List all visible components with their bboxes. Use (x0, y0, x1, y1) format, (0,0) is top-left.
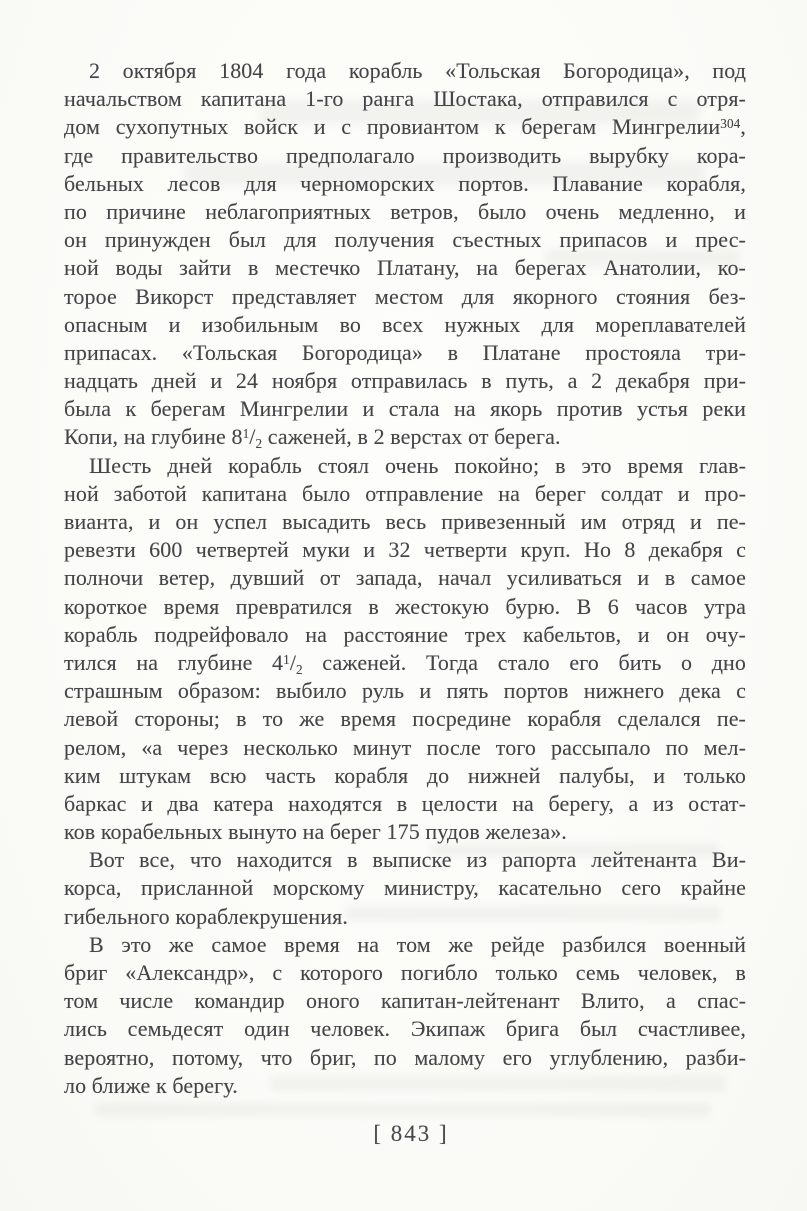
text-line: страшным образом: выбило руль и пять портов нижнего дека с (64, 678, 746, 704)
text-line: полночи ветер, дувший от запада, начал усиливаться и в самое (64, 565, 746, 591)
text-line: баркас и два катера находятся в целости на берегу, а из остат- (64, 790, 746, 816)
text-line: бриг «Александр», с которого погибло только семь человек, в (64, 960, 746, 985)
text-line: релом, «а через несколько минут после того рассыпало по мел- (64, 734, 746, 760)
text-line: припасах. «Тольская Богородица» в Платане простояла три- (64, 339, 746, 365)
text-line: была к берегам Мингрелии и стала на якорь против устья реки (64, 396, 746, 422)
text-line: дом сухопутных войск и с провиантом к берегам Мингрелии$^{304}$, (64, 114, 746, 140)
text-line: короткое время превратился в жестокую бурю. В 6 часов утра (64, 593, 746, 619)
text-line: Вот все, что находится в выписке из рапорта лейтенанта Ви- (89, 847, 746, 873)
text-line: корабль подрейфовало на расстояние трех кабельтов, и он очу- (64, 621, 746, 647)
text-line: ной воды зайти в местечко Платану, на берегах Анатолии, ко- (64, 255, 746, 281)
text-line: где правительство предполагало производить вырубку кора- (64, 142, 746, 168)
text-line: корса, присланной морскому министру, касательно сего крайне (64, 875, 746, 901)
text-line: начальством капитана 1-го ранга Шостака, отправился с отря- (64, 86, 746, 112)
text-line: ной заботой капитана было отправление на берег солдат и про- (64, 480, 746, 506)
paragraph-2 (64, 452, 746, 847)
text-line: В это же самое время на том же рейде разбился военный (89, 931, 746, 957)
text-line: торое Викорст представляет местом для якорного стояния без- (64, 283, 746, 309)
text-line: лись семьдесят один человек. Экипаж брига был счастливее, (64, 1016, 746, 1042)
text-line: вианта, и он успел высадить весь привезенный им отряд и пе- (64, 509, 746, 534)
text-line: тился на глубине $4^1/_2$ саженей. Тогда стало его бить о дно (64, 649, 746, 677)
text-line: надцать дней и 24 ноября отправилась в путь, а 2 декабря при- (64, 368, 746, 394)
text-line: 2 октября 1804 года корабль «Тольская Богородица», под (89, 58, 746, 83)
text-line: он принужден был для получения съестных припасов и прес- (64, 227, 746, 253)
text-line: Шесть дней корабль стоял очень покойно; в это время глав- (89, 452, 746, 478)
text-line: бельных лесов для черноморских портов. Плавание корабля, (64, 170, 746, 196)
text-line: ревезти 600 четвертей муки и 32 четверти круп. Но 8 декабря с (64, 537, 746, 563)
text-line: гибельного кораблекрушения. (64, 903, 348, 929)
bleed-smudge (95, 1103, 710, 1116)
paragraph-3 (64, 846, 746, 931)
text-line: опасным и изобильным во всех нужных для мореплавателей (64, 311, 746, 337)
text-line: ков корабельных вынуто на берег 175 пудов железа». (64, 819, 567, 845)
page-number (64, 1121, 758, 1147)
page-number-text: [ 843 ] (373, 1121, 449, 1146)
text-line: вероятно, потому, что бриг, по малому его углублению, разби- (64, 1044, 746, 1070)
paragraph-4 (64, 931, 746, 1100)
text-line: Копи, на глубине $8^1/_2$ саженей, в 2 верстах от берега. (64, 424, 561, 452)
paragraph-1 (64, 57, 746, 452)
text-line: левой стороны; в то же время посредине корабля сделался пе- (64, 706, 746, 732)
text-line: ким штукам всю часть корабля до нижней палубы, и только (64, 762, 746, 788)
text-block (64, 57, 746, 1100)
text-line: ло ближе к берегу. (64, 1072, 238, 1098)
text-line: по причине неблагоприятных ветров, было очень медленно, и (64, 198, 746, 224)
text-line: том числе командир оного капитан-лейтенант Влито, а спас- (64, 988, 746, 1014)
